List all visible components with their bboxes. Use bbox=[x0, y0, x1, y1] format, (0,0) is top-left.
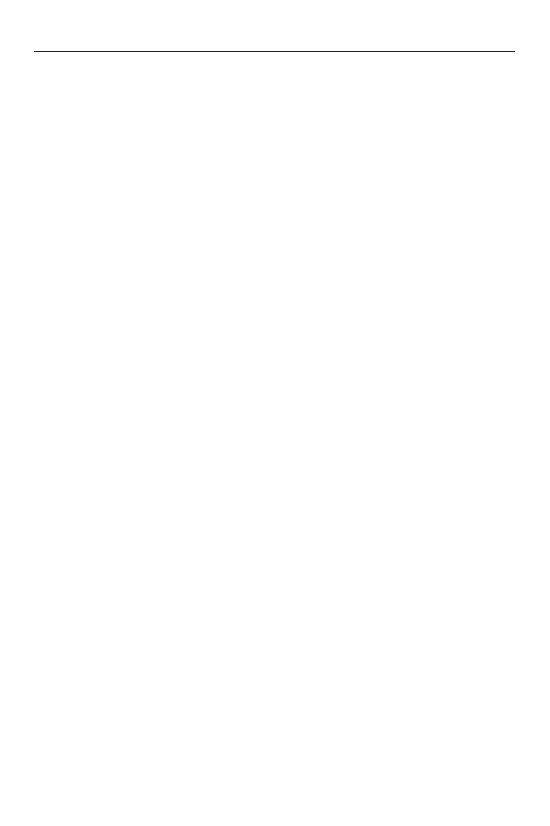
running-header bbox=[34, 33, 515, 52]
